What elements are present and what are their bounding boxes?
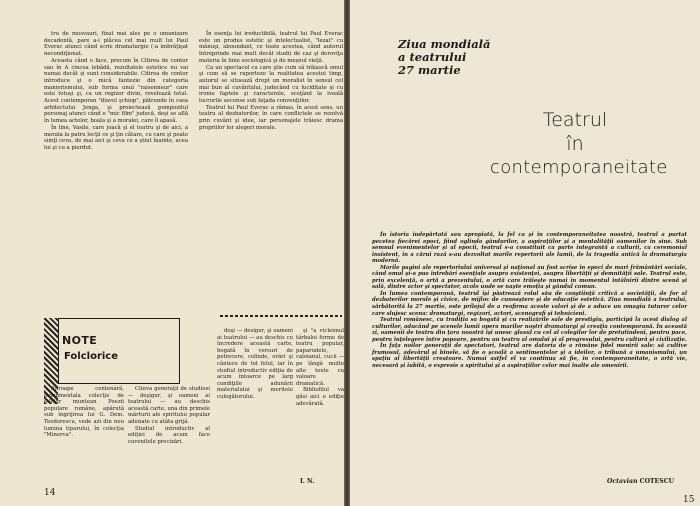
kicker [398, 38, 490, 77]
title-line: în [566, 133, 584, 155]
paragraph: Aproape centenară, monumentala colecţie de folclor muntean Poezii populare române, apărută sub îngrijirea lui G. Dem. Teodorescu, vede azi din nou lumina tiparului, în colecţia "Minerva". [44, 386, 124, 439]
left-column-1 [44, 31, 188, 152]
paragraph: Aceasta când o face, precum în Citirea de contor sau în A cincea lebădă, rezultatele estetice nu vai numai decât şi sunt considerabile. Citirea de contor introduce şi o mică fantezie din categoria manierismului, sub forma unui "raisonneur" care este totuşi şi, ca un regizor divin, revelează totul. Acest contemporan "diavol şchiop", pătrunde în casa arhitectului Jenga, şi proiectează pompozitul personaj atunci când o "mic film" judecă, deşi se află în lumea actelor, boala şi a moralei, care îl apasă. [44, 57, 188, 125]
kicker-line: Ziua mondială [398, 37, 491, 51]
kicker-line: a teatrului [398, 50, 467, 64]
paragraph: Studiul introductiv al ediţiei de acum face cuvenitele precizări. [128, 425, 210, 445]
paragraph: Citeva generaţii de studiosi — deşigur, şi oameni ai teatrului — au deschis această carte, una din primele mărturii ale spiritului popular adunate cu atâta grijă. [128, 386, 210, 425]
note-column-3 [217, 328, 293, 401]
note-column-2 [128, 386, 210, 445]
paragraph: şi "a vicleimul tărbaloi forme de teatru popular, paparudele, caloianul, cucii — pe lângă multe alte texte cu valoare dramatică. [296, 328, 344, 387]
author-last-name: COTESCU [639, 478, 675, 485]
paragraph: Teatrul românesc, cu tradiţia sa bogată şi cu realizările sale de prestigiu, participă la acest dialog al culturilor, aducând pe scenele lumii opera marilor noştri dramaturgi şi creaţia contemporană. În această zi, oamenii de teatru din ţara noastră îşi unesc glasul cu cel al colegilor lor de pretutindeni, pentru pace, pentru înţelegere între popoare, pentru un teatru al omului şi al progresului, pentru cultură şi civilizaţie. [372, 317, 687, 343]
divider [220, 315, 342, 317]
article-title [490, 108, 668, 180]
kicker-line: 27 martie [398, 63, 461, 77]
paragraph: În line, Vasile, care joacă şi el teatru şi de aici, a morala la patru lecţii ce şi ţin cătare, cu care şi poate simţi ceva, de mai aici şi ceva ce a ştiut înainte, acea lui şi cu a pierdut. [44, 124, 188, 151]
paragraph: doşi — desigur, şi oameni ai teatrului — au deschis cu încredere această carte, bogată în versuri de petrecere, colinde, orări şi cântece de tot felul, iar în studiul introductiv ediţia de acum întoarce pe larg condiţiile adunării materialului şi meritele culegătorului. [217, 328, 293, 400]
paragraph: tru de mosvauri, fixat mai ales pe o umanizare decadentă, pare a-i plăcea cel mai mult lui Paul Everac atunci când scrie dramaturgie (-a imbrăţişat necondiţionat. [44, 31, 188, 58]
note-column-4 [296, 328, 344, 407]
page-number: 14 [44, 488, 56, 498]
paragraph: Teatrul lui Paul Everac a rămas, în acest sens, un teatru al dezbaterilor, în care conflictele se rezolvă prin cuvânt şi idee, iar personajele trăiesc drama propriilor lor alegeri morale. [199, 104, 343, 131]
author-signature [607, 478, 674, 485]
left-column-2 [199, 31, 343, 132]
paragraph: În faţa noilor generaţii de spectatori, teatrul are datoria de a rămâne fidel menirii sale: să cultive frumosul, adevărul şi binele, să fie o şcoală a sentimentelor şi a ideilor, o tribună a umanismului, un spaţiu al libertăţii creatoare. Numai astfel el va continua să fie, în contemporaneitate, o artă vie, necesară şi iubită, o expresie a spiritului şi a aspiraţiilor celor mai înalte ale omenirii. [372, 343, 687, 369]
note-label: NOTE [62, 334, 98, 347]
note-column-1 [44, 386, 124, 439]
note-signature: I. N. [300, 478, 315, 485]
left-page [0, 0, 344, 506]
title-line: contemporaneitate [490, 157, 668, 178]
title-line: Teatrul [542, 109, 608, 131]
page-number: 15 [683, 495, 695, 505]
paragraph: Marile pagini ale repertoriului universal şi naţional au fost scrise în epoci de mari frământări sociale, când omul şi-a pus întrebări esenţiale asupra existenţei, asupra libertăţii şi demnităţii sale. Teatrul este, prin excelenţă, o artă a prezentului, o artă care trăieşte numai în momentul întâlnirii dintre scenă şi sală, dintre actor şi spectator, acolo unde se naşte emoţia şi gândul comun. [372, 264, 687, 291]
note-title: Folclorice [64, 351, 119, 362]
paragraph: În esenţa lui ireductibilă, teatrul lui Paul Everac este un produs estetic şi intelectualist, "lezat" cu mănuşi, aboundant, ce toate acestea, când autorul întreprinde mai mult decât studii de caz şi deroviţa materia în linie sociologică şi de meşnul vieţii. [199, 31, 343, 64]
article-body [372, 232, 687, 369]
paragraph: În istoria îndepărtată sau apropiată, la fel ca şi în contemporaneitatea noastră, teatrul a purtat pecetea fiecărei epoci, fiind oglinda gândurilor, a aspiraţiilor şi a mentalităţii oamenilor în sine. Sub semnul evenimentelor şi al epocii, teatrul s-a constituit ca parte integrantă a culturii, ca ceremonial insistent, în a cărui rază s-au dezvoltat marile repertorii ale lumii, de la tragedia antică la dramaturgia modernă. [372, 232, 687, 265]
author-first-name: Octavian [607, 478, 638, 485]
paragraph: Bibliofilul va găsi aici o ediţie adevărată. [296, 387, 344, 407]
paragraph: În lumea contemporană, teatrul îşi păstrează rolul său de conştiinţă critică a societăţii, de for al dezbaterilor morale şi civice, de mijloc de cunoaştere şi de educaţie estetică. Ziua mondială a teatrului, sărbătorită la 27 martie, este prilejul de a reafirma aceste valori şi de a aduce un omagiu tuturor celor care slujesc scena: dramaturgi, regizori, actori, scenografi şi tehnicieni. [372, 290, 687, 317]
paragraph: Ca un spectacol cu care ştie cum să trăiască omul şi cum să se raporteze la realitatea acestui timp, autorul se situează drept un moralist în sensul cel mai bun al cuvântului, judecând cu luciditate şi cu ironie faptele şi caracterele, scoţând la iveală lucrurile ascunse sub faţada convenţiilor. [199, 64, 343, 105]
